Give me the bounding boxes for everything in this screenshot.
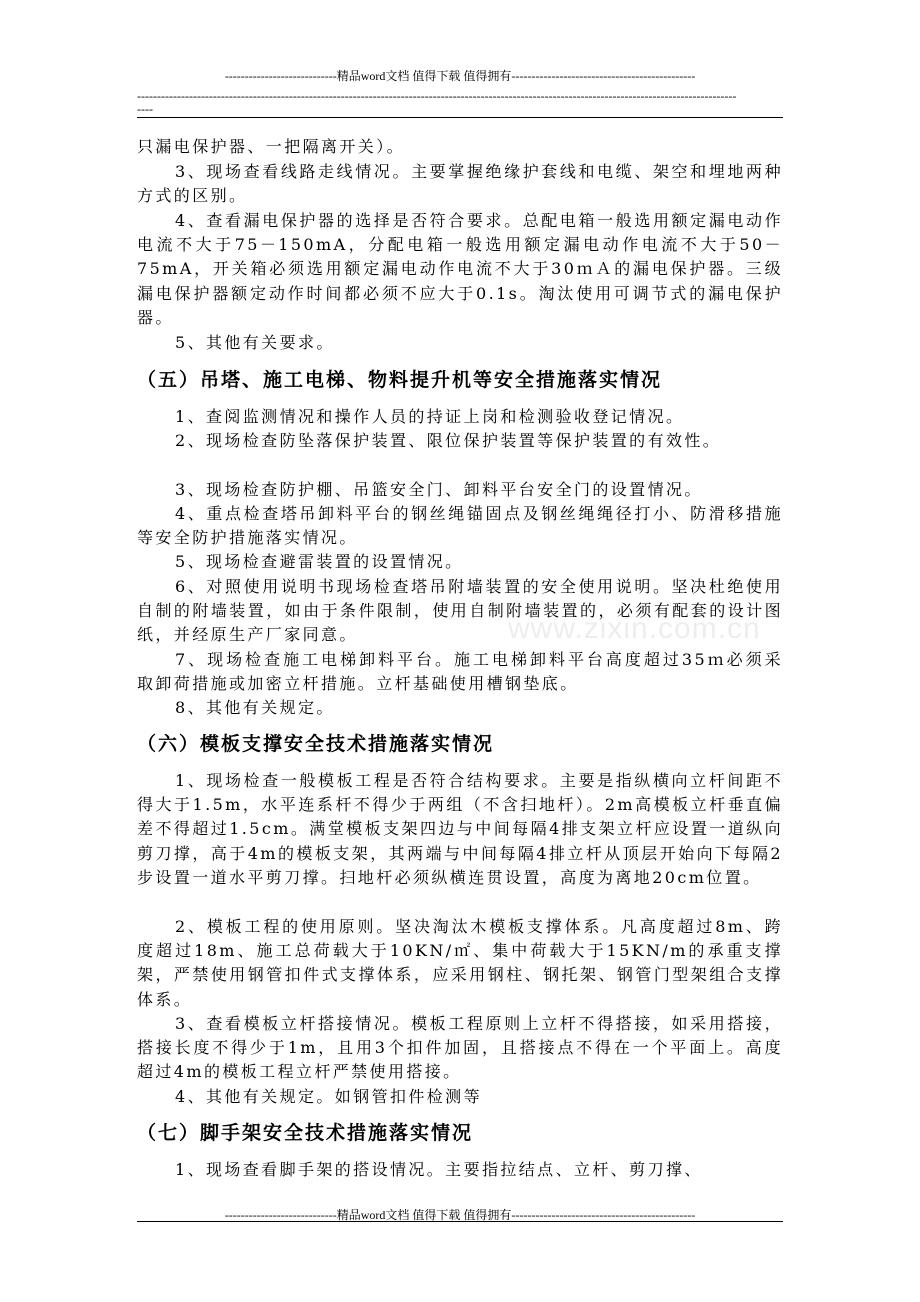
watermark: www.zixin.com.cn: [508, 612, 761, 645]
header-dash-line: ------------------------------------------------------------------------------------------------------------------------------------------------------: [137, 89, 737, 103]
list-item: 8、其他有关规定。: [175, 698, 335, 717]
paragraph: 只漏电保护器、一把隔离开关）。: [137, 137, 406, 156]
section-heading: （七）脚手架安全技术措施落实情况: [137, 1122, 474, 1144]
paragraph: 5、其他有关要求。: [175, 333, 335, 352]
list-item: 4、重点检查塔吊卸料平台的钢丝绳锚固点及钢丝绳绳径打小、防滑移措施等安全防护措施落实情况。: [137, 504, 783, 548]
list-item: 1、现场查看脚手架的搭设情况。主要指拉结点、立杆、剪刀撑、: [175, 1160, 703, 1179]
list-item: 3、查看模板立杆搭接情况。模板工程原则上立杆不得搭接，如采用搭接，搭接长度不得少于1m，且用3个扣件加固，且搭接点不得在一个平面上。高度超过4m的模板工程立杆严禁使用搭接。: [137, 1014, 783, 1082]
footer-banner: ----------------------------精品word文档 值得下载 值得拥有----------------------------------------------: [224, 1208, 696, 1222]
list-item: 7、现场检查施工电梯卸料平台。施工电梯卸料平台高度超过35ｍ必须采取卸荷措施或加密立杆措施。立杆基础使用槽钢垫底。: [137, 650, 783, 694]
list-item: 6、对照使用说明书现场检查塔吊附墙装置的安全使用说明。坚决杜绝使用自制的附墙装置，如由于条件限制，使用自制附墙装置的，必须有配套的设计图纸，并经原生产厂家同意。: [137, 577, 783, 645]
list-item: 1、现场检查一般模板工程是否符合结构要求。主要是指纵横向立杆间距不得大于1.5m，水平连系杆不得少于两组（不含扫地杆）。2m高模板立杆垂直偏差不得超过1.5cm。满堂模板支架四边与中间每隔4排支架立杆应设置一道纵向剪刀撑，高于4m的模板支架，其两端与中间每隔4排立杆从顶层开始向下每隔2步设置一道水平剪刀撑。扫地杆必须纵横连贯设置，高度为离地20cm位置。: [137, 771, 783, 887]
paragraph: 3、现场查看线路走线情况。主要掌握绝缘护套线和电缆、架空和埋地两种方式的区别。: [137, 162, 783, 206]
list-item: 3、现场检查防护棚、吊篮安全门、卸料平台安全门的设置情况。: [175, 480, 703, 499]
list-item: 2、现场检查防坠落保护装置、限位保护装置等保护装置的有效性。: [175, 431, 722, 450]
header-dash-tail: ----: [137, 102, 153, 116]
list-item: 2、模板工程的使用原则。坚决淘汰木模板支撑体系。凡高度超过8m、跨度超过18m、施工总荷载大于10KN/㎡、集中荷载大于15KN/m的承重支撑架，严禁使用钢管扣件式支撑体系，应采用钢柱、钢托架、钢管门型架组合支撑体系。: [137, 917, 783, 1009]
list-item: 5、现场检查避雷装置的设置情况。: [175, 552, 464, 571]
header-banner: ----------------------------精品word文档 值得下载 值得拥有----------------------------------------------: [224, 69, 696, 83]
list-item: 1、查阅监测情况和操作人员的持证上岗和检测验收登记情况。: [175, 407, 685, 426]
section-heading: （六）模板支撑安全技术措施落实情况: [137, 733, 495, 755]
paragraph: 4、查看漏电保护器的选择是否符合要求。总配电箱一般选用额定漏电动作电流不大于75－150mA，分配电箱一般选用额定漏电动作电流不大于50－75mA，开关箱必须选用额定漏电动作电流不大于30ｍＡ的漏电保护器。三级漏电保护器额定动作时间都必须不应大于0.1s。淘汰使用可调节式的漏电保护器。: [137, 211, 783, 327]
section-heading: （五）吊塔、施工电梯、物料提升机等安全措施落实情况: [137, 369, 663, 391]
header-rule: [137, 117, 783, 118]
list-item: 4、其他有关规定。如钢管扣件检测等: [175, 1087, 482, 1106]
